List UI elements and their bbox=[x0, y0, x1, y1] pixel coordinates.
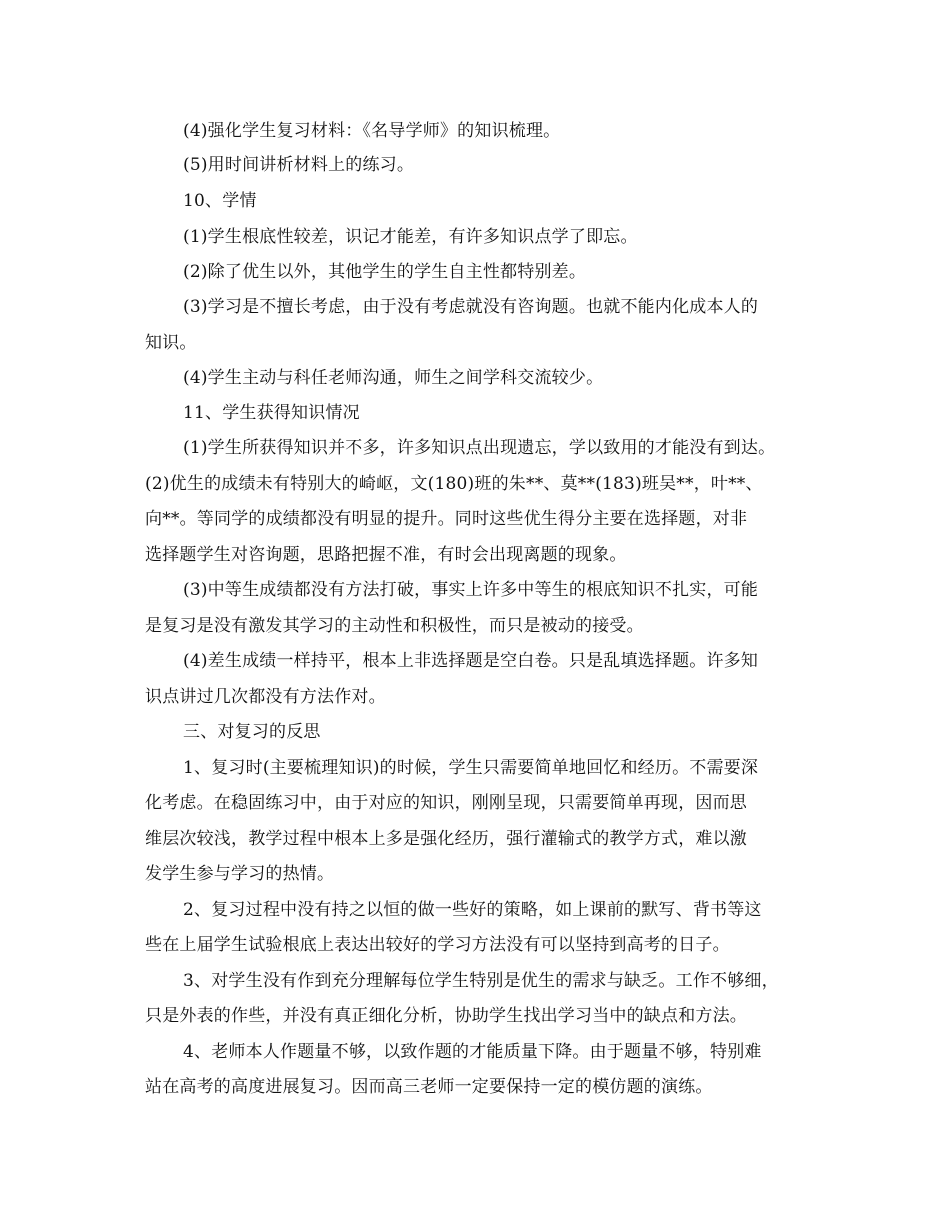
paragraph-line: (1)学生所获得知识并不多，许多知识点出现遗忘，学以致用的才能没有到达。 bbox=[183, 438, 776, 458]
paragraph-line: 站在高考的高度进展复习。因而高三老师一定要保持一定的模仿题的演练。 bbox=[145, 1077, 713, 1097]
paragraph-line: 化考虑。在稳固练习中，由于对应的知识，刚刚呈现，只需要简单再现，因而思 bbox=[145, 793, 747, 813]
paragraph-line: 维层次较浅，教学过程中根本上多是强化经历，强行灌输式的教学方式，难以激 bbox=[145, 829, 747, 849]
section-heading: 11、学生获得知识情况 bbox=[183, 403, 360, 423]
paragraph-line: (5)用时间讲析材料上的练习。 bbox=[183, 155, 415, 175]
section-heading: 10、学情 bbox=[183, 191, 257, 211]
paragraph-line: 发学生参与学习的热情。 bbox=[145, 864, 335, 884]
paragraph-line: 向**。等同学的成绩都没有明显的提升。同时这些优生得分主要在选择题，对非 bbox=[145, 509, 748, 529]
paragraph-line: (3)中等生成绩都没有方法打破，事实上许多中等生的根底知识不扎实，可能 bbox=[183, 580, 759, 600]
paragraph-line: 选择题学生对咨询题，思路把握不准，有时会出现离题的现象。 bbox=[145, 545, 627, 565]
paragraph-line: 2、复习过程中没有持之以恒的做一些好的策略，如上课前的默写、背书等这 bbox=[183, 900, 762, 920]
paragraph-line: 3、对学生没有作到充分理解每位学生特别是优生的需求与缺乏。工作不够细， bbox=[183, 971, 779, 991]
paragraph-line: 些在上届学生试验根底上表达出较好的学习方法没有可以坚持到高考的日子。 bbox=[145, 935, 730, 955]
paragraph-line: 是复习是没有激发其学习的主动性和积极性，而只是被动的接受。 bbox=[145, 616, 644, 636]
paragraph-line: (4)学生主动与科任老师沟通，师生之间学科交流较少。 bbox=[183, 368, 604, 388]
paragraph-line: (1)学生根底性较差，识记才能差，有许多知识点学了即忘。 bbox=[183, 227, 638, 247]
paragraph-line: 只是外表的作些，并没有真正细化分析，协助学生找出学习当中的缺点和方法。 bbox=[145, 1006, 747, 1026]
paragraph-line: 4、老师本人作题量不够，以致作题的才能质量下降。由于题量不够，特别难 bbox=[183, 1042, 762, 1062]
section-heading: 三、对复习的反思 bbox=[183, 722, 321, 742]
paragraph-line: (3)学习是不擅长考虑，由于没有考虑就没有咨询题。也就不能内化成本人的 bbox=[183, 297, 759, 317]
paragraph-line: (4)强化学生复习材料：《名导学师》的知识梳理。 bbox=[183, 121, 561, 141]
paragraph-line: 知识。 bbox=[145, 333, 197, 353]
paragraph-line: (4)差生成绩一样持平，根本上非选择题是空白卷。只是乱填选择题。许多知 bbox=[183, 651, 759, 671]
paragraph-line: 1、复习时(主要梳理知识)的时候，学生只需要简单地回忆和经历。不需要深 bbox=[183, 758, 759, 778]
paragraph-line: 识点讲过几次都没有方法作对。 bbox=[145, 687, 386, 707]
paragraph-line: (2)除了优生以外，其他学生的学生自主性都特别差。 bbox=[183, 262, 587, 282]
paragraph-line: (2)优生的成绩未有特别大的崎岖，文(180)班的朱**、莫**(183)班吴**，叶**、 bbox=[145, 474, 763, 494]
